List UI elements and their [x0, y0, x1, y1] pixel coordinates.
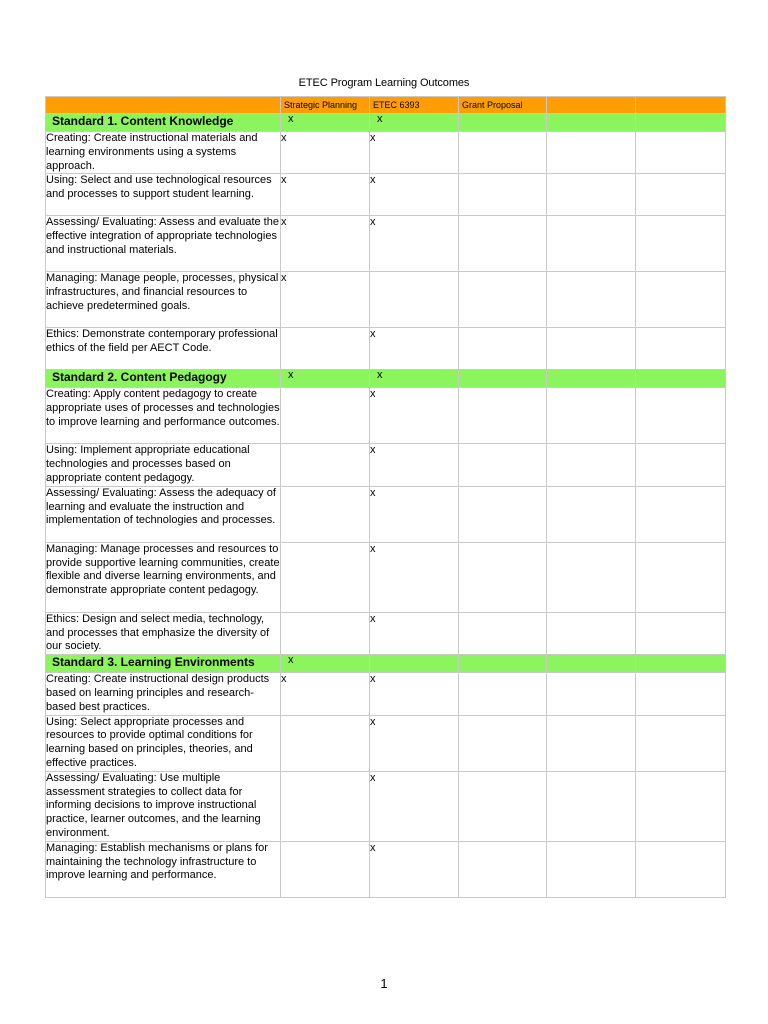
mark-cell	[636, 715, 726, 771]
mark-cell	[547, 328, 636, 370]
header-cell-empty-2	[636, 97, 726, 114]
mark-cell	[370, 655, 459, 673]
outcome-description: Using: Select appropriate processes and resources to provide optimal conditions for learning based on principles, theories, and effective practices.	[46, 715, 281, 771]
mark-cell: x	[370, 328, 459, 370]
mark-cell: x	[370, 216, 459, 272]
outcome-description: Creating: Apply content pedagogy to create appropriate uses of processes and technologies to improve learning and performance outcomes.	[46, 388, 281, 444]
mark-cell	[459, 174, 547, 216]
mark-cell	[547, 444, 636, 486]
mark-cell: x	[281, 114, 370, 132]
header-cell-etec-6393: ETEC 6393	[370, 97, 459, 114]
header-cell-outcome	[46, 97, 281, 114]
mark-cell	[636, 216, 726, 272]
mark-cell	[636, 272, 726, 328]
mark-cell: x	[370, 771, 459, 841]
outcome-description: Using: Select and use technological resources and processes to support student learning.	[46, 174, 281, 216]
outcome-row	[46, 771, 726, 841]
outcome-row	[46, 715, 726, 771]
mark-cell: x	[281, 655, 370, 673]
outcome-description: Assessing/ Evaluating: Assess the adequacy of learning and evaluate the instruction and implementation of technologies and processes.	[46, 486, 281, 542]
mark-cell	[547, 655, 636, 673]
standard-row	[46, 655, 726, 673]
outcome-row	[46, 612, 726, 654]
mark-cell	[459, 715, 547, 771]
mark-cell	[459, 444, 547, 486]
mark-cell	[547, 673, 636, 715]
outcome-row	[46, 174, 726, 216]
mark-cell	[547, 132, 636, 174]
outcome-description: Assessing/ Evaluating: Use multiple assessment strategies to collect data for informing decisions to improve instructional practice, learner outcomes, and the learning environment.	[46, 771, 281, 841]
mark-cell	[281, 715, 370, 771]
mark-cell	[636, 542, 726, 612]
outcome-description: Using: Implement appropriate educational technologies and processes based on appropriate content pedagogy.	[46, 444, 281, 486]
mark-cell	[459, 841, 547, 897]
mark-cell	[636, 132, 726, 174]
outcome-row	[46, 272, 726, 328]
outcome-description: Ethics: Demonstrate contemporary professional ethics of the field per AECT Code.	[46, 328, 281, 370]
outcomes-table	[45, 96, 726, 898]
mark-cell	[459, 542, 547, 612]
mark-cell	[459, 216, 547, 272]
outcome-description: Creating: Create instructional materials and learning environments using a systems approach.	[46, 132, 281, 174]
mark-cell	[636, 114, 726, 132]
mark-cell	[459, 132, 547, 174]
header-cell-grant-proposal: Grant Proposal	[459, 97, 547, 114]
mark-cell: x	[370, 715, 459, 771]
outcome-description: Managing: Establish mechanisms or plans for maintaining the technology infrastructure to improve learning and performance.	[46, 841, 281, 897]
mark-cell	[547, 370, 636, 388]
mark-cell	[459, 486, 547, 542]
mark-cell: x	[281, 174, 370, 216]
mark-cell: x	[281, 370, 370, 388]
mark-cell: x	[370, 542, 459, 612]
mark-cell: x	[370, 486, 459, 542]
mark-cell	[636, 771, 726, 841]
mark-cell: x	[370, 174, 459, 216]
mark-cell	[636, 841, 726, 897]
mark-cell	[281, 542, 370, 612]
mark-cell	[547, 174, 636, 216]
mark-cell	[636, 486, 726, 542]
mark-cell: x	[370, 612, 459, 654]
outcome-description: Assessing/ Evaluating: Assess and evaluate the effective integration of appropriate technologies and instructional materials.	[46, 216, 281, 272]
outcome-row	[46, 444, 726, 486]
mark-cell: x	[370, 114, 459, 132]
mark-cell	[636, 444, 726, 486]
mark-cell	[281, 444, 370, 486]
mark-cell	[547, 272, 636, 328]
mark-cell	[636, 174, 726, 216]
mark-cell	[547, 715, 636, 771]
outcome-row	[46, 216, 726, 272]
mark-cell	[459, 612, 547, 654]
mark-cell	[281, 328, 370, 370]
standard-title: Standard 1. Content Knowledge	[46, 114, 281, 132]
mark-cell	[547, 216, 636, 272]
mark-cell	[636, 655, 726, 673]
outcome-row	[46, 132, 726, 174]
mark-cell: x	[281, 216, 370, 272]
mark-cell	[370, 272, 459, 328]
mark-cell	[459, 771, 547, 841]
mark-cell	[636, 388, 726, 444]
mark-cell: x	[370, 132, 459, 174]
mark-cell	[636, 673, 726, 715]
mark-cell	[459, 673, 547, 715]
mark-cell	[547, 841, 636, 897]
header-cell-strategic-planning: Strategic Planning	[281, 97, 370, 114]
mark-cell	[459, 655, 547, 673]
mark-cell	[547, 388, 636, 444]
mark-cell: x	[281, 132, 370, 174]
mark-cell	[636, 612, 726, 654]
standard-row	[46, 114, 726, 132]
mark-cell: x	[281, 272, 370, 328]
mark-cell	[547, 542, 636, 612]
mark-cell	[636, 370, 726, 388]
mark-cell: x	[370, 673, 459, 715]
outcome-description: Managing: Manage processes and resources to provide supportive learning communities, create flexible and diverse learning environments, and demonstrate appropriate content pedagogy.	[46, 542, 281, 612]
mark-cell	[547, 612, 636, 654]
mark-cell	[636, 328, 726, 370]
outcome-description: Managing: Manage people, processes, physical infrastructures, and financial resources to achieve predetermined goals.	[46, 272, 281, 328]
outcome-row	[46, 388, 726, 444]
mark-cell	[547, 114, 636, 132]
outcome-description: Creating: Create instructional design products based on learning principles and research-based best practices.	[46, 673, 281, 715]
header-row	[46, 97, 726, 114]
mark-cell	[281, 486, 370, 542]
mark-cell: x	[370, 444, 459, 486]
outcome-row	[46, 328, 726, 370]
standard-title: Standard 2. Content Pedagogy	[46, 370, 281, 388]
mark-cell	[281, 771, 370, 841]
outcome-row	[46, 542, 726, 612]
standard-row	[46, 370, 726, 388]
mark-cell	[281, 841, 370, 897]
document-title: ETEC Program Learning Outcomes	[298, 77, 470, 89]
mark-cell	[459, 328, 547, 370]
mark-cell	[459, 272, 547, 328]
outcome-row	[46, 673, 726, 715]
outcomes-table-body	[46, 97, 726, 898]
mark-cell: x	[370, 388, 459, 444]
mark-cell: x	[370, 370, 459, 388]
mark-cell	[281, 388, 370, 444]
outcome-row	[46, 486, 726, 542]
outcome-row	[46, 841, 726, 897]
mark-cell: x	[281, 673, 370, 715]
mark-cell	[547, 771, 636, 841]
header-cell-empty-1	[547, 97, 636, 114]
page-number: 1	[380, 976, 388, 991]
mark-cell	[547, 486, 636, 542]
mark-cell	[281, 612, 370, 654]
mark-cell	[459, 370, 547, 388]
outcome-description: Ethics: Design and select media, technology, and processes that emphasize the diversity of our society.	[46, 612, 281, 654]
mark-cell: x	[370, 841, 459, 897]
mark-cell	[459, 388, 547, 444]
mark-cell	[459, 114, 547, 132]
standard-title: Standard 3. Learning Environments	[46, 655, 281, 673]
